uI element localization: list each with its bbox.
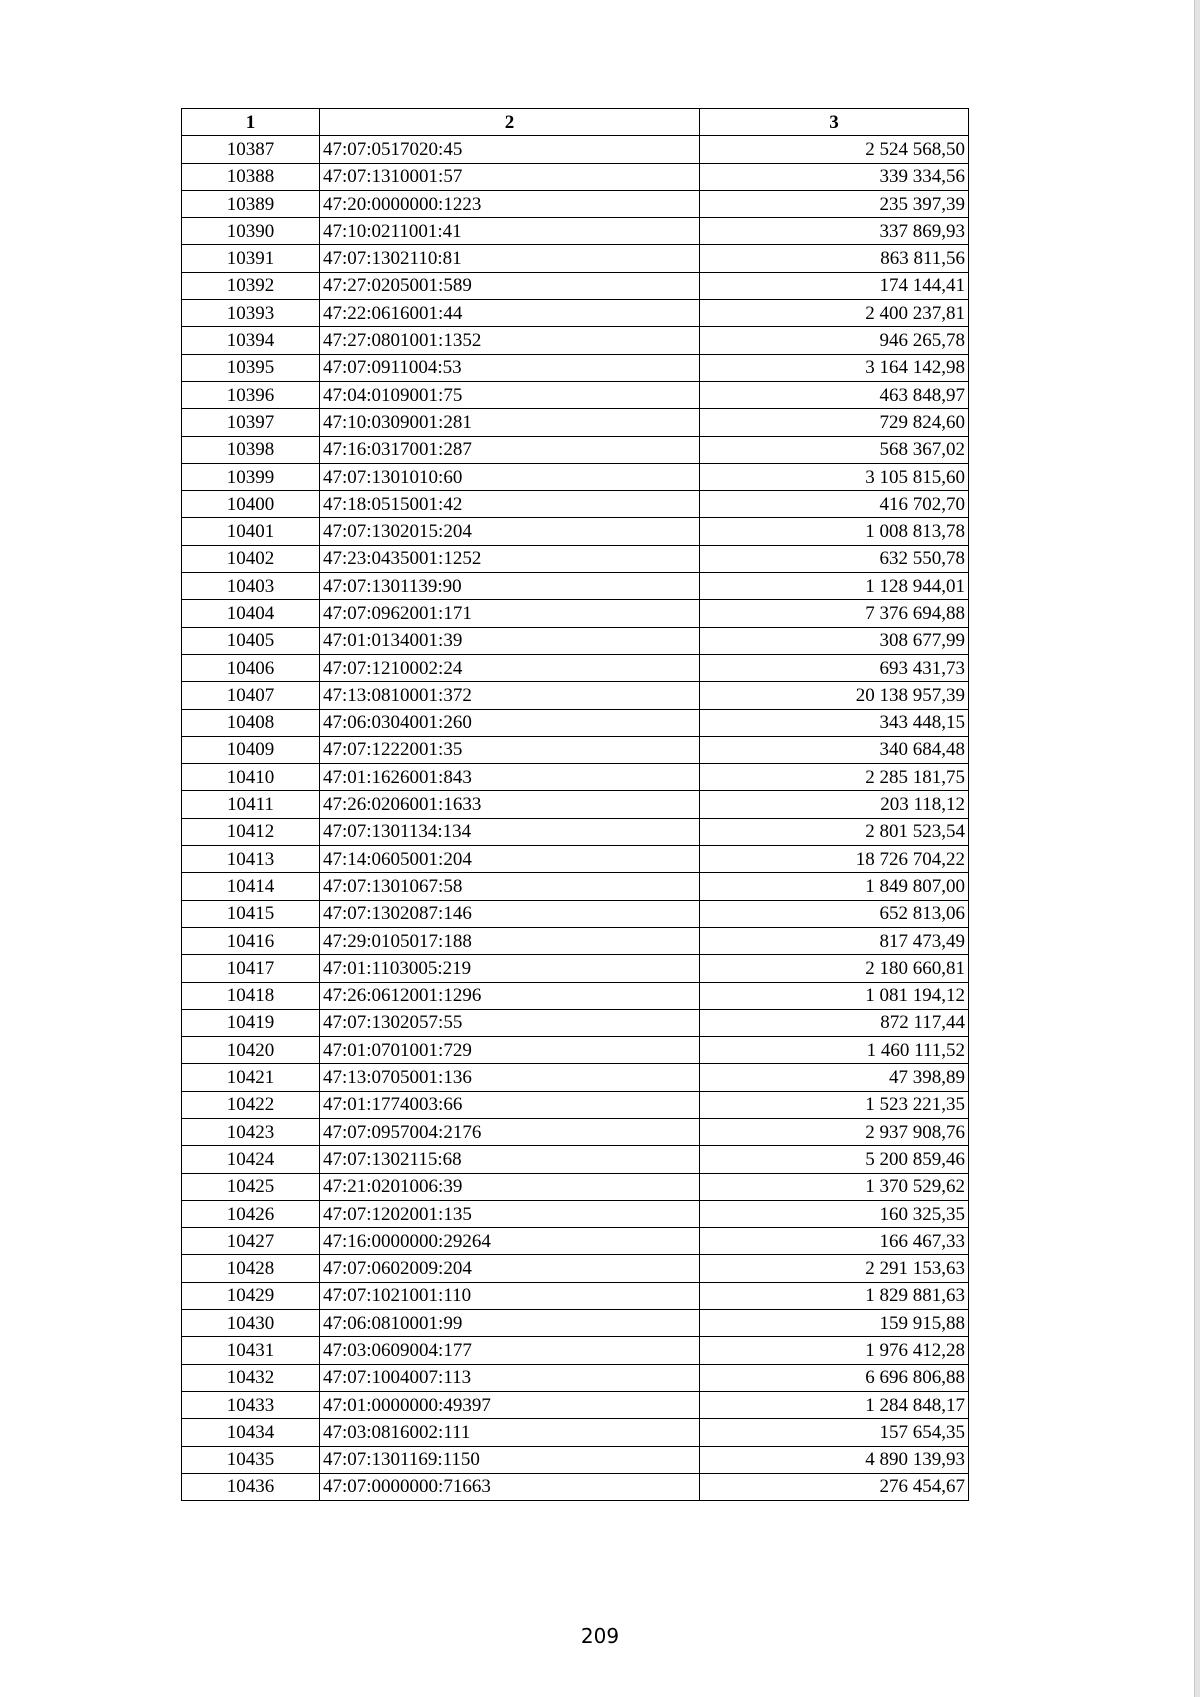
table-row — [182, 1446, 969, 1473]
cadastral-value-cell: 276 454,67 — [700, 1473, 969, 1500]
row-number-cell: 10415 — [182, 900, 320, 927]
column-header-3: 3 — [700, 109, 969, 136]
cadastral-number-cell: 47:18:0515001:42 — [320, 491, 700, 518]
table-row — [182, 1200, 969, 1227]
table-row — [182, 682, 969, 709]
row-number-cell: 10425 — [182, 1173, 320, 1200]
cadastral-value-cell: 4 890 139,93 — [700, 1446, 969, 1473]
row-number-cell: 10418 — [182, 982, 320, 1009]
cadastral-value-cell: 693 431,73 — [700, 654, 969, 681]
cadastral-number-cell: 47:07:1310001:57 — [320, 163, 700, 190]
cadastral-number-cell: 47:07:0911004:53 — [320, 354, 700, 381]
row-number-cell: 10401 — [182, 518, 320, 545]
cadastral-value-cell: 5 200 859,46 — [700, 1146, 969, 1173]
row-number-cell: 10428 — [182, 1255, 320, 1282]
table-row — [182, 1310, 969, 1337]
table-row — [182, 764, 969, 791]
row-number-cell: 10407 — [182, 682, 320, 709]
cadastral-number-cell: 47:07:0517020:45 — [320, 136, 700, 163]
cadastral-value-cell: 337 869,93 — [700, 218, 969, 245]
cadastral-number-cell: 47:01:1774003:66 — [320, 1091, 700, 1118]
cadastral-number-cell: 47:07:1202001:135 — [320, 1200, 700, 1227]
cadastral-number-cell: 47:20:0000000:1223 — [320, 190, 700, 217]
table-row — [182, 982, 969, 1009]
cadastral-value-cell: 235 397,39 — [700, 190, 969, 217]
cadastral-number-cell: 47:07:1301139:90 — [320, 573, 700, 600]
cadastral-number-cell: 47:07:1301169:1150 — [320, 1446, 700, 1473]
cadastral-value-cell: 1 849 807,00 — [700, 873, 969, 900]
cadastral-number-cell: 47:07:0962001:171 — [320, 600, 700, 627]
cadastral-number-cell: 47:07:1222001:35 — [320, 736, 700, 763]
table-row — [182, 518, 969, 545]
cadastral-value-cell: 1 460 111,52 — [700, 1037, 969, 1064]
table-row — [182, 409, 969, 436]
table-row — [182, 627, 969, 654]
cadastral-number-cell: 47:01:1103005:219 — [320, 955, 700, 982]
cadastral-number-cell: 47:22:0616001:44 — [320, 300, 700, 327]
row-number-cell: 10424 — [182, 1146, 320, 1173]
cadastral-value-cell: 339 334,56 — [700, 163, 969, 190]
table-row — [182, 1091, 969, 1118]
row-number-cell: 10433 — [182, 1391, 320, 1418]
cadastral-number-cell: 47:13:0705001:136 — [320, 1064, 700, 1091]
cadastral-number-cell: 47:01:0134001:39 — [320, 627, 700, 654]
row-number-cell: 10431 — [182, 1337, 320, 1364]
table-row — [182, 791, 969, 818]
row-number-cell: 10403 — [182, 573, 320, 600]
table-row — [182, 1282, 969, 1309]
cadastral-value-cell: 1 081 194,12 — [700, 982, 969, 1009]
cadastral-value-cell: 3 164 142,98 — [700, 354, 969, 381]
cadastral-number-cell: 47:14:0605001:204 — [320, 846, 700, 873]
table-row — [182, 245, 969, 272]
cadastral-value-cell: 18 726 704,22 — [700, 846, 969, 873]
table-row — [182, 163, 969, 190]
row-number-cell: 10417 — [182, 955, 320, 982]
cadastral-value-cell: 1 128 944,01 — [700, 573, 969, 600]
cadastral-value-cell: 946 265,78 — [700, 327, 969, 354]
cadastral-value-cell: 416 702,70 — [700, 491, 969, 518]
row-number-cell: 10421 — [182, 1064, 320, 1091]
cadastral-number-cell: 47:07:0000000:71663 — [320, 1473, 700, 1500]
row-number-cell: 10400 — [182, 491, 320, 518]
cadastral-value-cell: 20 138 957,39 — [700, 682, 969, 709]
cadastral-value-cell: 1 829 881,63 — [700, 1282, 969, 1309]
row-number-cell: 10423 — [182, 1118, 320, 1145]
table-row — [182, 327, 969, 354]
cadastral-number-cell: 47:23:0435001:1252 — [320, 545, 700, 572]
cadastral-number-cell: 47:07:1301010:60 — [320, 463, 700, 490]
cadastral-number-cell: 47:07:1021001:110 — [320, 1282, 700, 1309]
table-row — [182, 1419, 969, 1446]
cadastral-value-cell: 1 008 813,78 — [700, 518, 969, 545]
table-row — [182, 1391, 969, 1418]
cadastral-number-cell: 47:16:0000000:29264 — [320, 1228, 700, 1255]
table-row — [182, 136, 969, 163]
cadastral-number-cell: 47:04:0109001:75 — [320, 381, 700, 408]
table-row — [182, 873, 969, 900]
row-number-cell: 10427 — [182, 1228, 320, 1255]
row-number-cell: 10406 — [182, 654, 320, 681]
row-number-cell: 10432 — [182, 1364, 320, 1391]
row-number-cell: 10429 — [182, 1282, 320, 1309]
row-number-cell: 10419 — [182, 1009, 320, 1036]
table-row — [182, 1364, 969, 1391]
cadastral-value-cell: 3 105 815,60 — [700, 463, 969, 490]
cadastral-number-cell: 47:07:1302015:204 — [320, 518, 700, 545]
cadastral-value-cell: 817 473,49 — [700, 927, 969, 954]
cadastral-value-cell: 872 117,44 — [700, 1009, 969, 1036]
table-row — [182, 927, 969, 954]
row-number-cell: 10402 — [182, 545, 320, 572]
cadastral-value-cell: 2 937 908,76 — [700, 1118, 969, 1145]
row-number-cell: 10414 — [182, 873, 320, 900]
row-number-cell: 10390 — [182, 218, 320, 245]
cadastral-number-cell: 47:21:0201006:39 — [320, 1173, 700, 1200]
row-number-cell: 10411 — [182, 791, 320, 818]
cadastral-value-cell: 343 448,15 — [700, 709, 969, 736]
row-number-cell: 10434 — [182, 1419, 320, 1446]
cadastral-number-cell: 47:10:0309001:281 — [320, 409, 700, 436]
cadastral-value-cell: 1 370 529,62 — [700, 1173, 969, 1200]
table-row — [182, 545, 969, 572]
table-row — [182, 354, 969, 381]
cadastral-number-cell: 47:07:0602009:204 — [320, 1255, 700, 1282]
row-number-cell: 10404 — [182, 600, 320, 627]
cadastral-value-cell: 166 467,33 — [700, 1228, 969, 1255]
cadastral-number-cell: 47:13:0810001:372 — [320, 682, 700, 709]
table-row — [182, 491, 969, 518]
table-row — [182, 846, 969, 873]
column-header-1: 1 — [182, 109, 320, 136]
cadastral-number-cell: 47:01:1626001:843 — [320, 764, 700, 791]
table-row — [182, 955, 969, 982]
cadastral-value-cell: 340 684,48 — [700, 736, 969, 763]
table-row — [182, 436, 969, 463]
row-number-cell: 10412 — [182, 818, 320, 845]
column-header-2: 2 — [320, 109, 700, 136]
cadastral-number-cell: 47:07:1210002:24 — [320, 654, 700, 681]
cadastral-value-cell: 2 180 660,81 — [700, 955, 969, 982]
cadastral-number-cell: 47:27:0801001:1352 — [320, 327, 700, 354]
cadastral-value-cell: 1 284 848,17 — [700, 1391, 969, 1418]
table-row — [182, 1009, 969, 1036]
table-row — [182, 272, 969, 299]
cadastral-number-cell: 47:07:1302057:55 — [320, 1009, 700, 1036]
cadastral-number-cell: 47:07:0957004:2176 — [320, 1118, 700, 1145]
cadastral-number-cell: 47:10:0211001:41 — [320, 218, 700, 245]
cadastral-value-cell: 2 400 237,81 — [700, 300, 969, 327]
table-row — [182, 1228, 969, 1255]
cadastral-value-cell: 174 144,41 — [700, 272, 969, 299]
row-number-cell: 10416 — [182, 927, 320, 954]
cadastral-value-cell: 1 523 221,35 — [700, 1091, 969, 1118]
row-number-cell: 10436 — [182, 1473, 320, 1500]
cadastral-value-cell: 157 654,35 — [700, 1419, 969, 1446]
cadastral-value-cell: 632 550,78 — [700, 545, 969, 572]
cadastral-value-cell: 2 285 181,75 — [700, 764, 969, 791]
cadastral-value-cell: 1 976 412,28 — [700, 1337, 969, 1364]
row-number-cell: 10394 — [182, 327, 320, 354]
table-row — [182, 1173, 969, 1200]
cadastral-value-cell: 863 811,56 — [700, 245, 969, 272]
cadastral-value-cell: 2 524 568,50 — [700, 136, 969, 163]
row-number-cell: 10392 — [182, 272, 320, 299]
row-number-cell: 10408 — [182, 709, 320, 736]
cadastral-value-cell: 203 118,12 — [700, 791, 969, 818]
row-number-cell: 10410 — [182, 764, 320, 791]
cadastral-value-cell: 6 696 806,88 — [700, 1364, 969, 1391]
row-number-cell: 10409 — [182, 736, 320, 763]
table-row — [182, 300, 969, 327]
cadastral-number-cell: 47:07:1302115:68 — [320, 1146, 700, 1173]
cadastral-value-cell: 308 677,99 — [700, 627, 969, 654]
cadastral-number-cell: 47:26:0612001:1296 — [320, 982, 700, 1009]
row-number-cell: 10393 — [182, 300, 320, 327]
row-number-cell: 10426 — [182, 1200, 320, 1227]
cadastral-number-cell: 47:03:0609004:177 — [320, 1337, 700, 1364]
row-number-cell: 10405 — [182, 627, 320, 654]
table-row — [182, 463, 969, 490]
table-row — [182, 381, 969, 408]
table-row — [182, 573, 969, 600]
row-number-cell: 10435 — [182, 1446, 320, 1473]
cadastral-value-cell: 159 915,88 — [700, 1310, 969, 1337]
row-number-cell: 10422 — [182, 1091, 320, 1118]
table-row — [182, 1146, 969, 1173]
cadastral-number-cell: 47:29:0105017:188 — [320, 927, 700, 954]
cadastral-value-cell: 7 376 694,88 — [700, 600, 969, 627]
cadastral-number-cell: 47:07:1004007:113 — [320, 1364, 700, 1391]
row-number-cell: 10399 — [182, 463, 320, 490]
row-number-cell: 10389 — [182, 190, 320, 217]
cadastral-number-cell: 47:06:0304001:260 — [320, 709, 700, 736]
cadastral-number-cell: 47:01:0000000:49397 — [320, 1391, 700, 1418]
cadastral-number-cell: 47:03:0816002:111 — [320, 1419, 700, 1446]
cadastral-value-cell: 47 398,89 — [700, 1064, 969, 1091]
table-row — [182, 1118, 969, 1145]
row-number-cell: 10398 — [182, 436, 320, 463]
row-number-cell: 10430 — [182, 1310, 320, 1337]
row-number-cell: 10396 — [182, 381, 320, 408]
table-row — [182, 654, 969, 681]
row-number-cell: 10413 — [182, 846, 320, 873]
row-number-cell: 10387 — [182, 136, 320, 163]
table-row — [182, 218, 969, 245]
page-number: 209 — [580, 1624, 620, 1648]
row-number-cell: 10391 — [182, 245, 320, 272]
table-row — [182, 1064, 969, 1091]
cadastral-number-cell: 47:07:1302110:81 — [320, 245, 700, 272]
table-row — [182, 900, 969, 927]
table-row — [182, 818, 969, 845]
cadastral-number-cell: 47:07:1301067:58 — [320, 873, 700, 900]
page-edge — [1194, 0, 1200, 1697]
table-header — [182, 109, 969, 136]
table-row — [182, 1037, 969, 1064]
row-number-cell: 10420 — [182, 1037, 320, 1064]
table-row — [182, 190, 969, 217]
cadastral-number-cell: 47:26:0206001:1633 — [320, 791, 700, 818]
cadastral-value-cell: 2 291 153,63 — [700, 1255, 969, 1282]
row-number-cell: 10395 — [182, 354, 320, 381]
cadastral-number-cell: 47:07:1301134:134 — [320, 818, 700, 845]
cadastral-value-cell: 568 367,02 — [700, 436, 969, 463]
cadastral-value-cell: 2 801 523,54 — [700, 818, 969, 845]
table-row — [182, 709, 969, 736]
table-row — [182, 1255, 969, 1282]
cadastral-number-cell: 47:06:0810001:99 — [320, 1310, 700, 1337]
table-row — [182, 600, 969, 627]
cadastral-value-table — [181, 108, 969, 1501]
table-row — [182, 736, 969, 763]
cadastral-number-cell: 47:01:0701001:729 — [320, 1037, 700, 1064]
table-row — [182, 1473, 969, 1500]
cadastral-value-cell: 729 824,60 — [700, 409, 969, 436]
cadastral-value-cell: 160 325,35 — [700, 1200, 969, 1227]
cadastral-value-cell: 463 848,97 — [700, 381, 969, 408]
row-number-cell: 10388 — [182, 163, 320, 190]
cadastral-value-cell: 652 813,06 — [700, 900, 969, 927]
row-number-cell: 10397 — [182, 409, 320, 436]
cadastral-number-cell: 47:27:0205001:589 — [320, 272, 700, 299]
table-row — [182, 1337, 969, 1364]
cadastral-number-cell: 47:07:1302087:146 — [320, 900, 700, 927]
table-body — [182, 136, 969, 1501]
cadastral-number-cell: 47:16:0317001:287 — [320, 436, 700, 463]
